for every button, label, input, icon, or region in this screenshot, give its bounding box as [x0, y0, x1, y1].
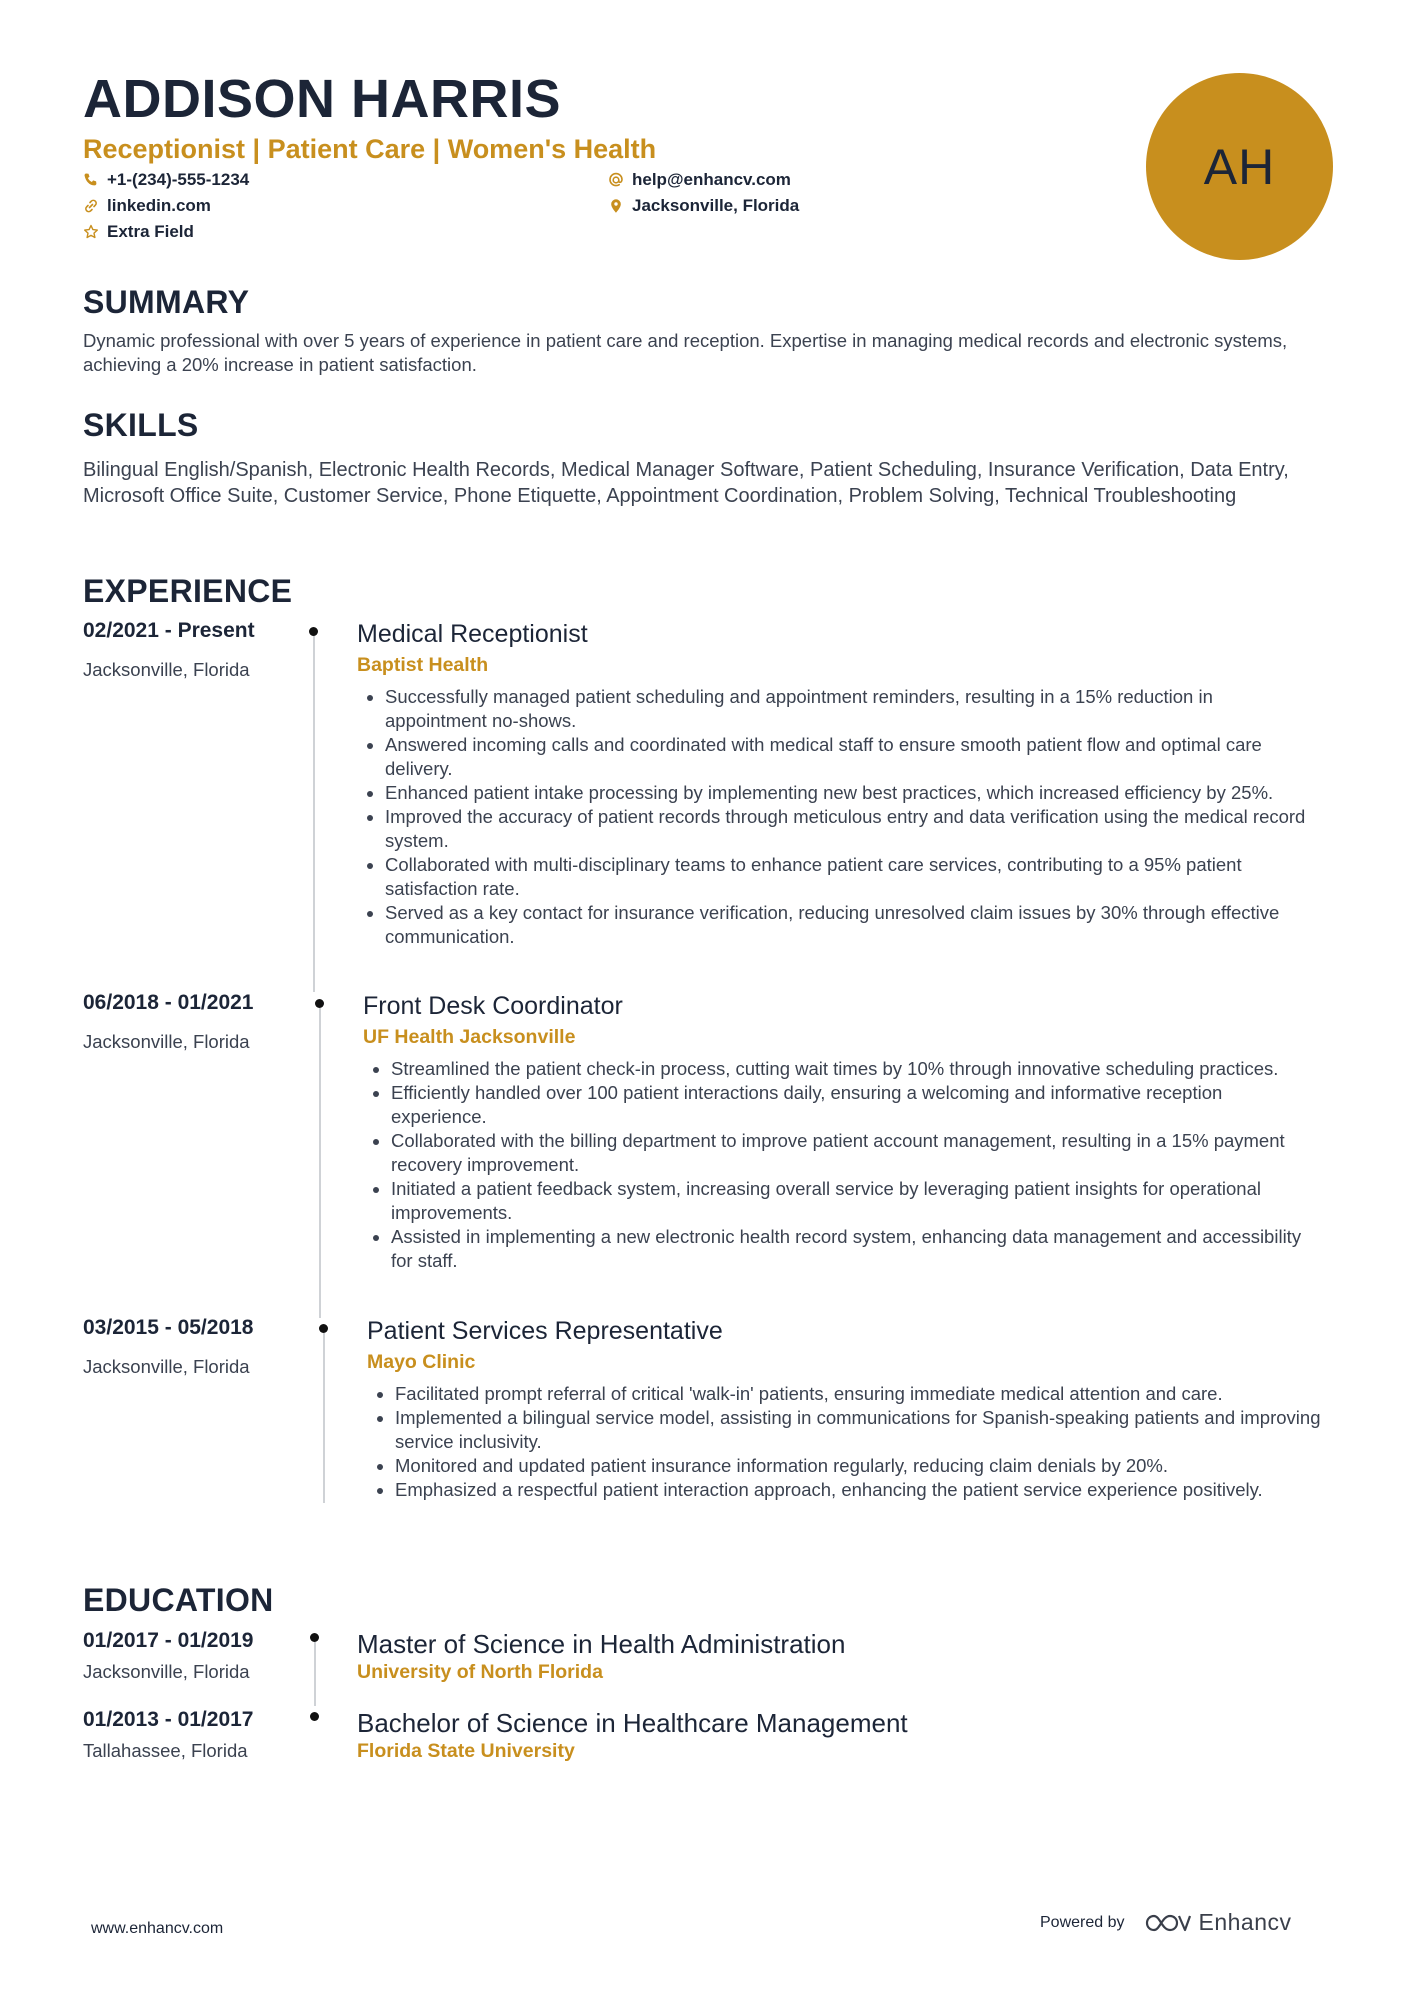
entry-bullets	[363, 1057, 1323, 1273]
education-school: University of North Florida	[357, 1661, 603, 1683]
entry-location: Jacksonville, Florida	[83, 1661, 250, 1682]
entry-location: Tallahassee, Florida	[83, 1740, 248, 1761]
entry-bullets	[367, 1382, 1327, 1502]
bullet-item: • Collaborated with the billing department to improve patient account management, resulting in a 15% payment recovery improvement.	[391, 1129, 1323, 1177]
bullet-item: • Enhanced patient intake processing by implementing new best practices, which increased efficiency by 25%.	[385, 781, 1317, 805]
experience-title: EXPERIENCE	[83, 573, 293, 609]
entry-role: Front Desk Coordinator	[363, 992, 623, 1020]
education-school: Florida State University	[357, 1740, 575, 1762]
entry-location: Jacksonville, Florida	[83, 1031, 250, 1052]
candidate-name: ADDISON HARRIS	[83, 69, 562, 129]
bullet-item: • Implemented a bilingual service model, assisting in communications for Spanish-speaking patients and improving service inclusivity.	[395, 1406, 1327, 1454]
skills-title: SKILLS	[83, 407, 199, 443]
timeline-dot	[319, 1324, 328, 1333]
powered-by-label: Powered by	[1040, 1913, 1125, 1931]
brand-name: Enhancv	[1198, 1909, 1292, 1935]
education-section	[83, 1580, 1328, 1762]
summary-title: SUMMARY	[83, 284, 250, 320]
experience-section	[83, 571, 1328, 1500]
contact-location	[608, 196, 1008, 216]
skills-section	[83, 405, 1328, 509]
bullet-item: • Emphasized a respectful patient interaction approach, enhancing the patient service experience positively.	[395, 1478, 1327, 1502]
entry-body	[357, 1628, 1317, 1684]
bullet-item: • Answered incoming calls and coordinated with medical staff to ensure smooth patient flow and optimal care delivery.	[385, 733, 1317, 781]
education-title: EDUCATION	[83, 1582, 274, 1618]
entry-organization: Mayo Clinic	[367, 1351, 476, 1373]
contact-phone[interactable]	[83, 170, 608, 190]
entry-location: Jacksonville, Florida	[83, 659, 250, 680]
avatar: AH	[1146, 73, 1333, 260]
entry-role: Patient Services Representative	[367, 1317, 723, 1345]
contact-extra	[83, 222, 608, 242]
contact-linkedin[interactable]	[83, 196, 608, 216]
entry-location: Jacksonville, Florida	[83, 1356, 250, 1377]
entry-dates: 01/2013 - 01/2017	[83, 1708, 254, 1731]
summary-text: Dynamic professional with over 5 years of experience in patient care and reception. Expertise in managing medical records and electronic systems, achieving a 20% increase in patient satisfaction.	[83, 330, 1288, 375]
contact-phone-text: +1-(234)-555-1234	[107, 170, 250, 189]
education-degree: Master of Science in Health Administration	[357, 1629, 846, 1659]
headline: Receptionist | Patient Care | Women's Health	[83, 134, 657, 164]
timeline-line	[323, 1333, 325, 1503]
star-icon	[83, 224, 99, 240]
location-pin-icon	[608, 198, 624, 214]
timeline-dot	[310, 1633, 319, 1642]
bullet-item: • Streamlined the patient check-in process, cutting wait times by 10% through innovative scheduling practices.	[391, 1057, 1323, 1081]
entry-bullets	[357, 685, 1317, 949]
entry-dates: 06/2018 - 01/2021	[83, 991, 254, 1014]
contact-email-text: help@enhancv.com	[632, 170, 791, 189]
summary-section	[83, 282, 1328, 377]
bullet-item: • Served as a key contact for insurance verification, reducing unresolved claim issues by 30% through effective communication.	[385, 901, 1317, 949]
entry-dates: 01/2017 - 01/2019	[83, 1629, 254, 1652]
bullet-item: • Facilitated prompt referral of critical 'walk-in' patients, ensuring immediate medical attention and care.	[395, 1382, 1327, 1406]
bullet-item: • Assisted in implementing a new electronic health record system, enhancing data management and accessibility for staff.	[391, 1225, 1323, 1273]
at-icon	[608, 172, 624, 188]
timeline-line	[314, 1642, 316, 1706]
enhancv-logo[interactable]	[1143, 1909, 1292, 1936]
bullet-item: • Monitored and updated patient insurance information regularly, reducing claim denials by 20%.	[395, 1454, 1327, 1478]
entry-body	[357, 1707, 1317, 1763]
footer-website[interactable]: www.enhancv.com	[91, 1920, 224, 1937]
contact-extra-text: Extra Field	[107, 222, 194, 241]
entry-dates: 03/2015 - 05/2018	[83, 1316, 254, 1339]
footer-brand	[1040, 1909, 1292, 1936]
contact-email[interactable]	[608, 170, 1008, 190]
bullet-item: • Collaborated with multi-disciplinary teams to enhance patient care services, contributing to a 95% patient satisfaction rate.	[385, 853, 1317, 901]
timeline-line	[313, 636, 315, 992]
contact-linkedin-text: linkedin.com	[107, 196, 211, 215]
timeline-line	[319, 1008, 321, 1318]
entry-organization: Baptist Health	[357, 654, 489, 676]
enhancv-logo-icon	[1143, 1910, 1191, 1936]
bullet-item: • Initiated a patient feedback system, increasing overall service by leveraging patient insights for operational improvements.	[391, 1177, 1323, 1225]
entry-organization: UF Health Jacksonville	[363, 1026, 576, 1048]
bullet-item: • Improved the accuracy of patient records through meticulous entry and data verification using the medical record system.	[385, 805, 1317, 853]
link-icon	[83, 198, 99, 214]
timeline-dot	[315, 999, 324, 1008]
skills-text: Bilingual English/Spanish, Electronic Health Records, Medical Manager Software, Patient Scheduling, Insurance Verification, Data Entry, Microsoft Office Suite, Customer Service, Phone Etiquette, Appointment Coordination, Problem Solving, Technical Troubleshooting	[83, 459, 1289, 507]
bullet-item: • Efficiently handled over 100 patient interactions daily, ensuring a welcoming and informative reception experience.	[391, 1081, 1323, 1129]
entry-dates: 02/2021 - Present	[83, 619, 255, 642]
entry-body	[367, 1315, 1327, 1502]
entry-body	[357, 618, 1317, 949]
phone-icon	[83, 172, 99, 188]
education-degree: Bachelor of Science in Healthcare Management	[357, 1708, 908, 1738]
bullet-item: • Successfully managed patient scheduling and appointment reminders, resulting in a 15% reduction in appointment no-shows.	[385, 685, 1317, 733]
contact-location-text: Jacksonville, Florida	[632, 196, 800, 215]
timeline-dot	[310, 1712, 319, 1721]
header	[83, 68, 1328, 242]
entry-body	[363, 990, 1323, 1273]
contact-list	[83, 170, 1328, 242]
entry-role: Medical Receptionist	[357, 620, 588, 648]
timeline-dot	[309, 627, 318, 636]
